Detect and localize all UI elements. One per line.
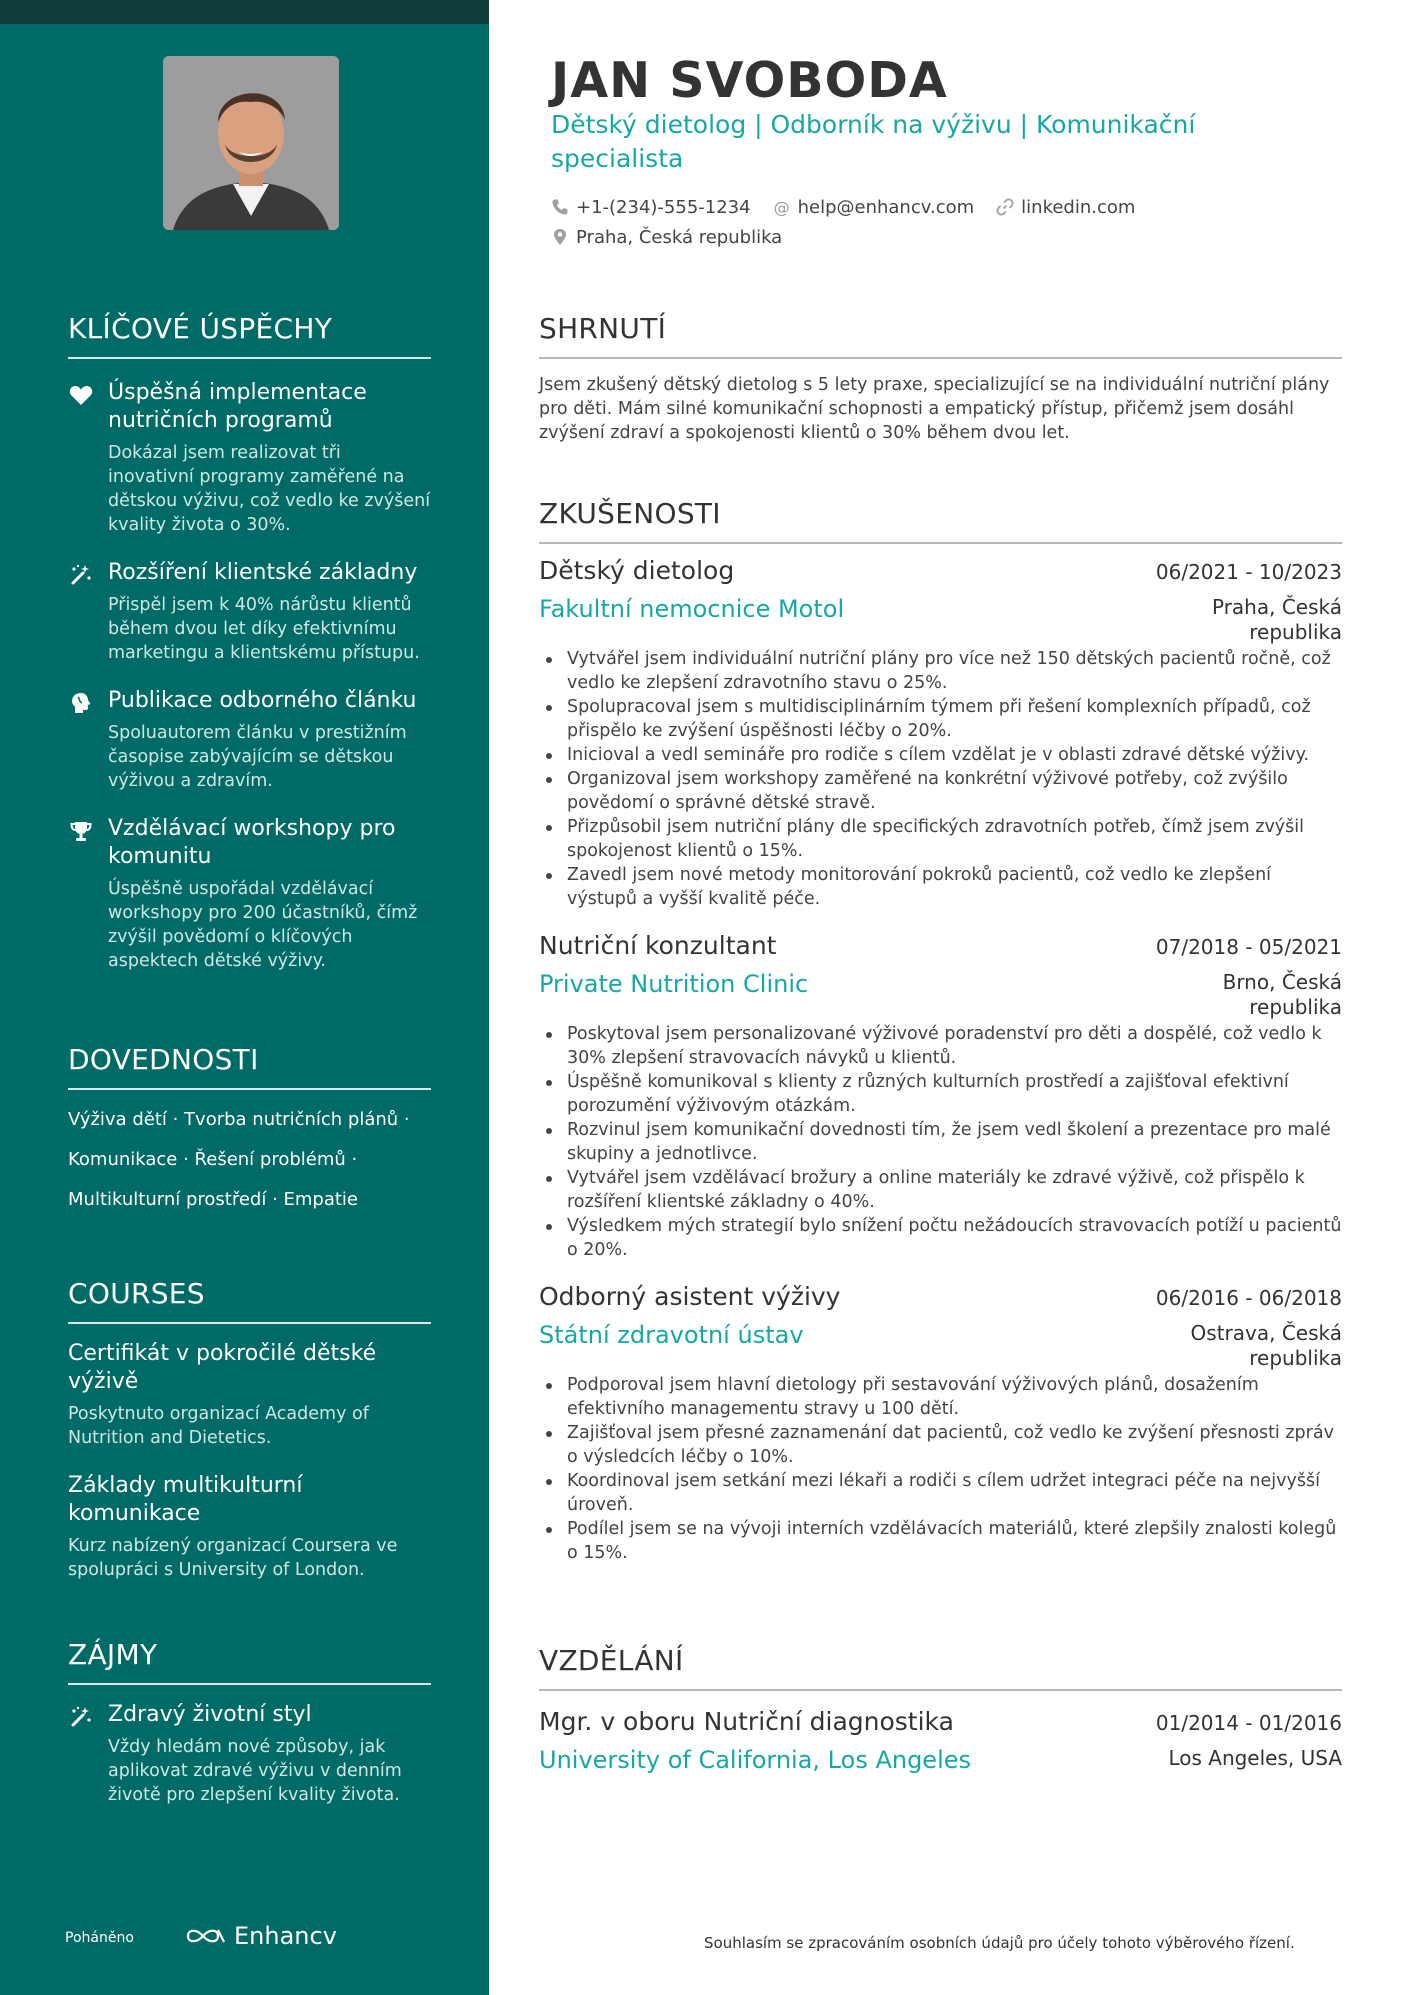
location-contact [551, 227, 782, 248]
achievement-item [68, 815, 431, 973]
sidebar-top-bar [0, 0, 489, 24]
achievement-description: Úspěšně uspořádal vzdělávací workshopy pro 200 účastníků, čímž zvýšil povědomí o klíčových aspektech dětské výživy. [108, 879, 418, 971]
courses-section [68, 1277, 431, 1582]
skills-section [68, 1043, 431, 1212]
heart-icon [68, 382, 94, 408]
job-bullet: Vytvářel jsem individuální nutriční plány pro více než 150 dětských pacientů ročně, což vedlo ke zlepšení zdravotního stavu o 25%. [539, 647, 1342, 695]
wand-icon [68, 1704, 94, 1730]
phone-text: +1-(234)-555-1234 [576, 196, 751, 218]
job-date: 07/2018 - 05/2021 [1155, 935, 1342, 959]
job-entry [539, 931, 1342, 1262]
skills-line: Výživa dětí · Tvorba nutričních plánů · [68, 1109, 410, 1130]
summary-text: Jsem zkušený dětský dietolog s 5 lety praxe, specializující se na individuální nutriční plány pro děti. Mám silné komunikační schopnosti a empatický přístup, přičemž jsem dosáhl zvýšení zdraví a spokojenosti klientů o 30% během dvou let. [539, 375, 1330, 443]
link-icon [996, 198, 1014, 216]
interests-section [68, 1638, 431, 1807]
at-icon: @ [773, 197, 790, 217]
email-text: help@enhancv.com [797, 196, 975, 218]
experience-title: ZKUŠENOSTI [539, 497, 1342, 544]
job-entry [539, 1282, 1342, 1565]
sidebar [0, 0, 489, 1995]
achievement-title: Publikace odborného článku [108, 688, 417, 713]
job-bullet: Koordinoval jsem setkání mezi lékaři a rodiči s cílem udržet integraci péče na nejvyšší úroveň. [539, 1469, 1342, 1517]
achievement-title: Vzdělávací workshopy pro komunitu [108, 816, 396, 869]
job-bullet: Rozvinul jsem komunikační dovednosti tím, že jsem vedl školení a prezentace pro malé skupiny a jednotlivce. [539, 1118, 1342, 1166]
linkedin-text: linkedin.com [1021, 196, 1136, 218]
wand-icon [68, 562, 94, 588]
enhancv-brand-text: Enhancv [234, 1922, 337, 1950]
job-bullets [539, 1022, 1342, 1262]
achievement-item [68, 687, 431, 793]
skills-line: Komunikace · Řešení problémů · [68, 1149, 358, 1170]
job-bullets [539, 647, 1342, 911]
achievement-description: Spoluautorem článku v prestižním časopise zabývajícím se dětskou výživou a zdravím. [108, 723, 407, 791]
achievement-item [68, 559, 431, 665]
course-item [68, 1472, 431, 1582]
achievement-description: Dokázal jsem realizovat tři inovativní programy zaměřené na dětskou výživu, což vedlo ke zvýšení kvality života o 30%. [108, 443, 431, 535]
phone-contact[interactable] [551, 197, 751, 218]
skills-line: Multikulturní prostředí · Empatie [68, 1189, 359, 1210]
job-bullet: Výsledkem mých strategií bylo snížení počtu nežádoucích stravovacích potíží u pacientů o 20%. [539, 1214, 1342, 1262]
experience-section [539, 497, 1342, 1565]
course-item [68, 1340, 431, 1450]
job-date: 06/2021 - 10/2023 [1155, 560, 1342, 584]
job-date: 06/2016 - 06/2018 [1155, 1286, 1342, 1310]
brain-icon [68, 690, 94, 716]
job-bullet: Přizpůsobil jsem nutriční plány dle specifických zdravotních potřeb, čímž jsem zvýšil spokojenost klientů o 15%. [539, 815, 1342, 863]
interest-item [68, 1701, 431, 1807]
job-bullet: Podporoval jsem hlavní dietology při sestavování výživových plánů, dosažením efektivního managementu stravy u 100 dětí. [539, 1373, 1342, 1421]
interest-description: Vždy hledám nové způsoby, jak aplikovat zdravé výživu v denním životě pro zlepšení kvality života. [108, 1737, 402, 1805]
job-title: Nutriční konzultant [539, 931, 777, 960]
consent-note: Souhlasím se zpracováním osobních údajů pro účely tohoto výběrového řízení. [704, 1934, 1295, 1952]
trophy-icon [68, 818, 94, 844]
linkedin-contact[interactable] [996, 197, 1135, 218]
interests-title: ZÁJMY [68, 1638, 431, 1685]
achievement-item [68, 379, 431, 537]
job-bullet: Organizoval jsem workshopy zaměřené na konkrétní výživové potřeby, což zvýšilo povědomí o správné dětské stravě. [539, 767, 1342, 815]
job-title: Odborný asistent výživy [539, 1282, 841, 1311]
job-bullet: Zajišťoval jsem přesné zaznamenání dat pacientů, což vedlo ke zvýšení přesnosti zpráv o výsledcích léčby o 10%. [539, 1421, 1342, 1469]
job-bullet: Inicioval a vedl semináře pro rodiče s cílem vzdělat je v oblasti zdravé dětské výživy. [539, 743, 1342, 767]
contact-info [551, 192, 1135, 252]
achievements-title: KLÍČOVÉ ÚSPĚCHY [68, 312, 431, 359]
summary-section [539, 312, 1342, 445]
education-entry [539, 1707, 1342, 1774]
interest-title: Zdravý životní styl [108, 1702, 312, 1727]
job-bullet: Úspěšně komunikoval s klienty z různých kulturních prostředí a zajišťoval efektivní porozumění výživovým otázkám. [539, 1070, 1342, 1118]
job-location: Brno, Česká republika [1222, 970, 1342, 1019]
job-location: Praha, Česká republika [1211, 595, 1342, 644]
job-entry [539, 556, 1342, 911]
course-title: Certifikát v pokročilé dětské výživě [68, 1341, 377, 1394]
job-bullet: Vytvářel jsem vzdělávací brožury a online materiály ke zdravé výživě, což přispělo k rozšíření klientské základny o 40%. [539, 1166, 1342, 1214]
courses-title: COURSES [68, 1277, 431, 1324]
phone-icon [551, 198, 569, 216]
job-location: Ostrava, Česká republika [1190, 1321, 1342, 1370]
powered-by-label: Poháněno [65, 1930, 134, 1946]
profile-photo [163, 56, 339, 230]
course-description: Kurz nabízený organizací Coursera ve spolupráci s University of London. [68, 1536, 398, 1580]
achievements-section [68, 312, 431, 973]
course-title: Základy multikulturní komunikace [68, 1473, 303, 1526]
enhancv-logo-icon [184, 1924, 228, 1948]
job-bullet: Zavedl jsem nové metody monitorování pokroků pacientů, což vedlo ke zlepšení výstupů a vyšší kvalitě péče. [539, 863, 1342, 911]
education-title: VZDĚLÁNÍ [539, 1644, 1342, 1691]
candidate-subtitle: Dětský dietolog | Odborník na výživu | Komunikační specialista [551, 110, 1196, 173]
achievement-title: Úspěšná implementace nutričních programů [108, 380, 367, 433]
job-company: Private Nutrition Clinic [539, 970, 809, 998]
job-bullet: Poskytoval jsem personalizované výživové poradenství pro děti a dospělé, což vedlo k 30% zlepšení stravovacích návyků u klientů. [539, 1022, 1342, 1070]
summary-title: SHRNUTÍ [539, 312, 1342, 359]
skills-title: DOVEDNOSTI [68, 1043, 431, 1090]
education-school: University of California, Los Angeles [539, 1746, 972, 1774]
enhancv-logo[interactable] [184, 1922, 337, 1950]
achievement-description: Přispěl jsem k 40% nárůstu klientů během dvou let díky efektivnímu marketingu a klientskému přístupu. [108, 595, 420, 663]
job-company: Fakultní nemocnice Motol [539, 595, 845, 623]
job-bullets [539, 1373, 1342, 1565]
job-bullet: Spolupracoval jsem s multidisciplinárním týmem při řešení komplexních případů, což přispělo ke zvýšení úspěšnosti léčby o 20%. [539, 695, 1342, 743]
education-section [539, 1644, 1342, 1774]
course-description: Poskytnuto organizací Academy of Nutrition and Dietetics. [68, 1404, 369, 1448]
education-date: 01/2014 - 01/2016 [1155, 1711, 1342, 1735]
location-text: Praha, Česká republika [576, 226, 783, 248]
candidate-name: JAN SVOBODA [551, 52, 948, 109]
job-company: Státní zdravotní ústav [539, 1321, 804, 1349]
email-contact[interactable] [773, 197, 975, 218]
location-pin-icon [551, 228, 569, 246]
achievement-title: Rozšíření klientské základny [108, 560, 418, 585]
education-location: Los Angeles, USA [1168, 1746, 1342, 1770]
job-bullet: Podílel jsem se na vývoji interních vzdělávacích materiálů, které zlepšily znalosti kolegů o 15%. [539, 1517, 1342, 1565]
job-title: Dětský dietolog [539, 556, 735, 585]
education-degree: Mgr. v oboru Nutriční diagnostika [539, 1707, 954, 1736]
